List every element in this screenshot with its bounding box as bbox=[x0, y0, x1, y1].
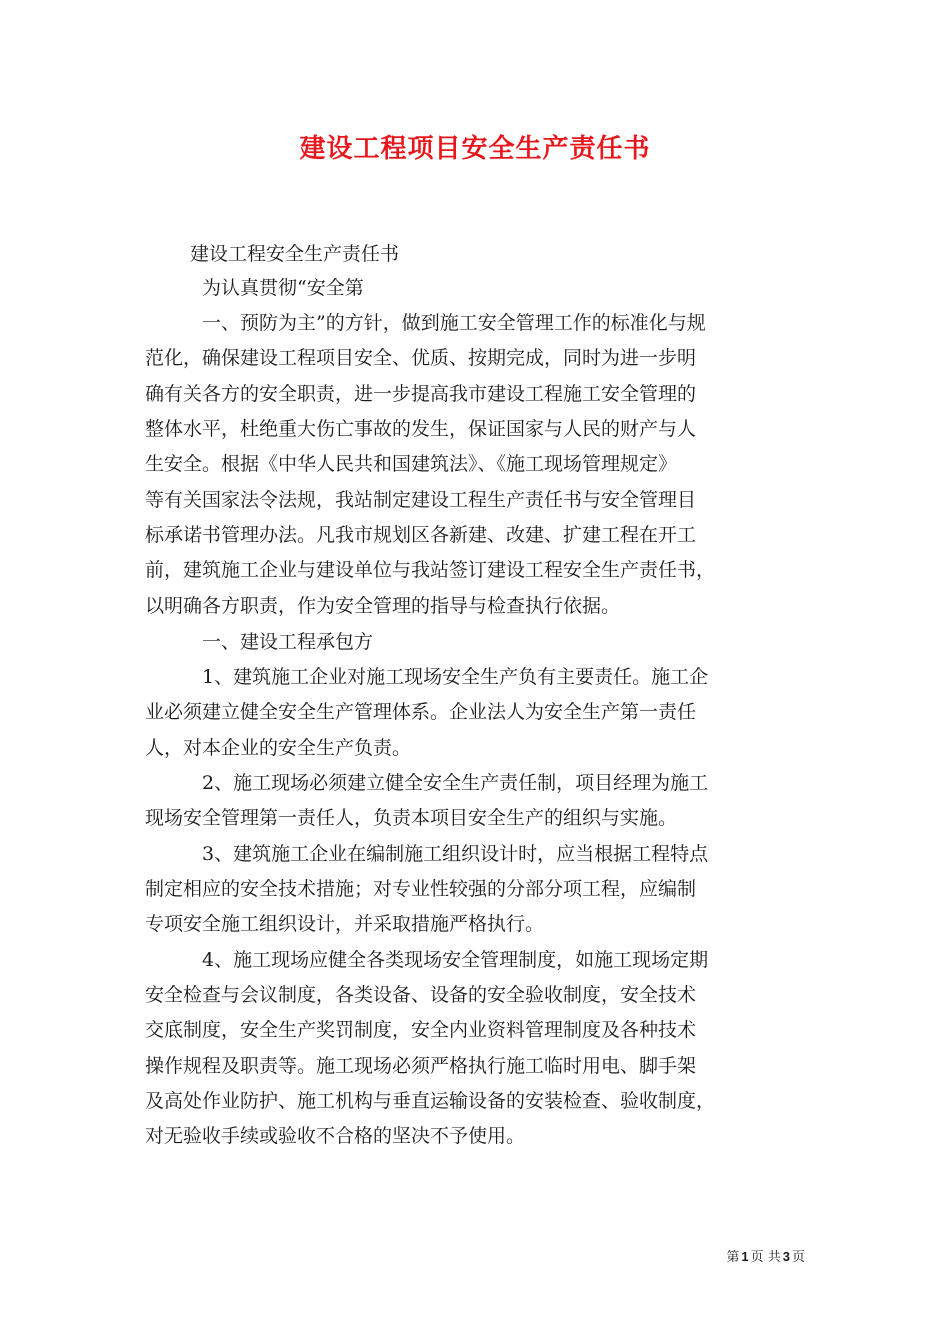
body-line: 确有关各方的安全职责，进一步提高我市建设工程施工安全管理的 bbox=[145, 383, 697, 405]
body-line: 标承诺书管理办法。凡我市规划区各新建、改建、扩建工程在开工 bbox=[145, 524, 697, 546]
body-line: 前，建筑施工企业与建设单位与我站签订建设工程安全生产责任书， bbox=[145, 559, 716, 581]
body-line: 4、施工现场应健全各类现场安全管理制度，如施工现场定期 bbox=[202, 949, 709, 971]
body-line: 操作规程及职责等。施工现场必须严格执行施工临时用电、脚手架 bbox=[145, 1055, 697, 1077]
page-prefix: 第 bbox=[726, 1250, 740, 1265]
body-line: 生安全。根据《中华人民共和国建筑法》、《施工现场管理规定》 bbox=[145, 453, 678, 475]
page-suffix: 页 bbox=[791, 1250, 805, 1265]
body-line: 1、建筑施工企业对施工现场安全生产负有主要责任。施工企 bbox=[202, 666, 709, 688]
body-line: 交底制度，安全生产奖罚制度，安全内业资料管理制度及各种技术 bbox=[145, 1019, 697, 1041]
body-line: 及高处作业防护、施工机构与垂直运输设备的安装检查、验收制度， bbox=[145, 1090, 716, 1112]
body-line: 等有关国家法令法规，我站制定建设工程生产责任书与安全管理目 bbox=[145, 489, 697, 511]
body-line: 业必须建立健全安全生产管理体系。企业法人为安全生产第一责任 bbox=[145, 701, 697, 723]
body-line: 一、预防为主”的方针，做到施工安全管理工作的标准化与规 bbox=[202, 312, 706, 334]
body-line: 对无验收手续或验收不合格的坚决不予使用。 bbox=[145, 1125, 526, 1147]
total-pages: 3 bbox=[782, 1249, 790, 1264]
document-title: 建设工程项目安全生产责任书 bbox=[299, 134, 651, 164]
section-heading: 一、建设工程承包方 bbox=[202, 631, 374, 653]
current-page: 1 bbox=[741, 1249, 749, 1264]
body-line: 人，对本企业的安全生产负责。 bbox=[145, 737, 412, 759]
body-line: 2、施工现场必须建立健全安全生产责任制，项目经理为施工 bbox=[202, 772, 709, 794]
body-line: 现场安全管理第一责任人，负责本项目安全生产的组织与实施。 bbox=[145, 807, 678, 829]
body-line: 以明确各方职责，作为安全管理的指导与检查执行依据。 bbox=[145, 595, 621, 617]
body-line: 为认真贯彻“安全第 bbox=[202, 277, 364, 299]
page-number bbox=[726, 1248, 805, 1267]
page-middle: 页 共 bbox=[750, 1250, 781, 1265]
body-line: 整体水平，杜绝重大伤亡事故的发生，保证国家与人民的财产与人 bbox=[145, 418, 697, 440]
body-line: 制定相应的安全技术措施；对专业性较强的分部分项工程，应编制 bbox=[145, 878, 697, 900]
body-line: 安全检查与会议制度，各类设备、设备的安全验收制度，安全技术 bbox=[145, 984, 697, 1006]
body-line: 范化，确保建设工程项目安全、优质、按期完成，同时为进一步明 bbox=[145, 347, 697, 369]
body-line: 3、建筑施工企业在编制施工组织设计时，应当根据工程特点 bbox=[202, 843, 709, 865]
body-line: 建设工程安全生产责任书 bbox=[190, 243, 400, 265]
body-line: 专项安全施工组织设计，并采取措施严格执行。 bbox=[145, 913, 545, 935]
